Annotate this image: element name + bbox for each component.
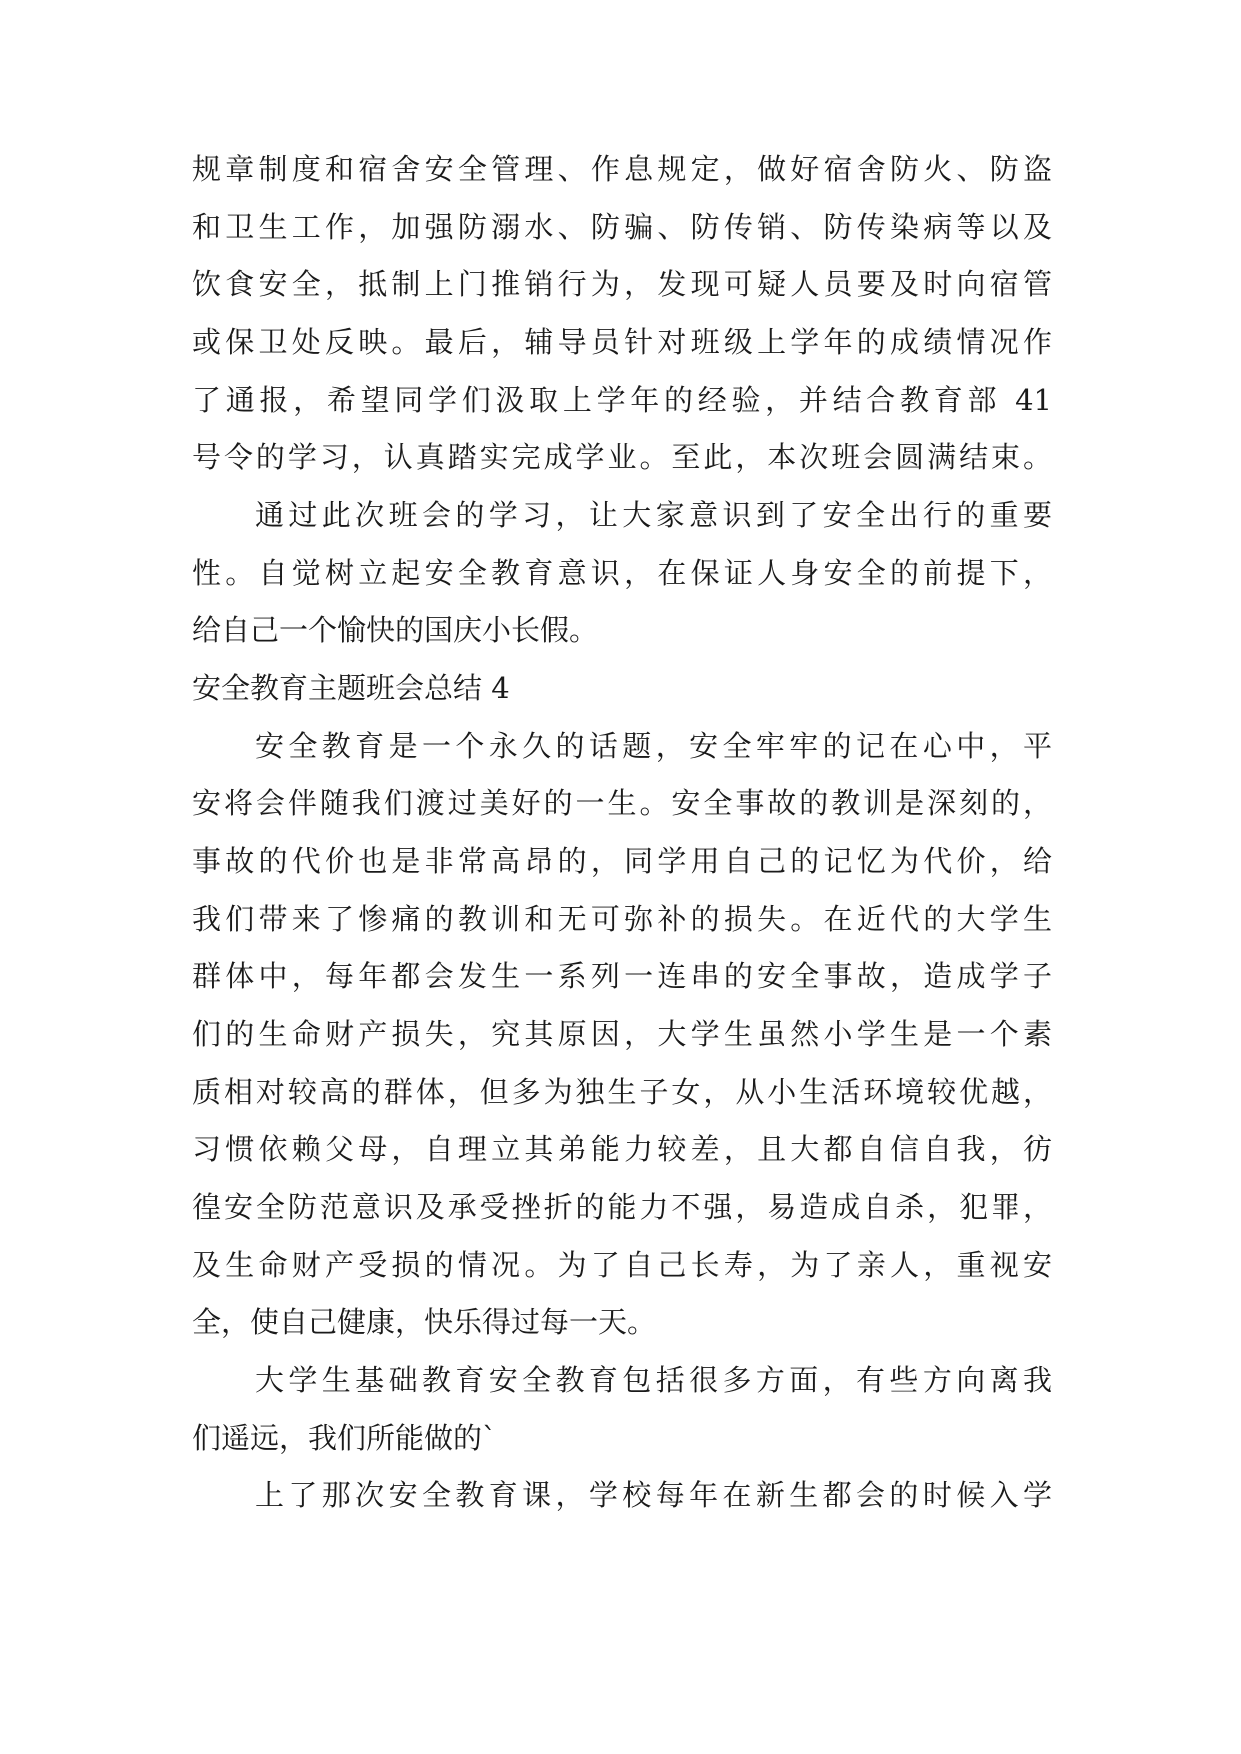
body-text-line: 及生命财产受损的情况。为了自己长寿，为了亲人，重视安 [192,1248,1052,1282]
body-text-line: 或保卫处反映。最后，辅导员针对班级上学年的成绩情况作 [192,325,1052,359]
body-text-line: 性。自觉树立起安全教育意识，在保证人身安全的前提下， [192,556,1052,590]
body-text-line: 全，使自己健康，快乐得过每一天。 [192,1305,657,1339]
body-text-line: 事故的代价也是非常高昂的，同学用自己的记忆为代价，给 [192,844,1052,878]
paragraph-first-line: 安全教育是一个永久的话题，安全牢牢的记在心中，平 [255,729,1052,763]
body-text-line: 徨安全防范意识及承受挫折的能力不强，易造成自杀，犯罪， [192,1190,1052,1224]
body-text-line: 们的生命财产损失，究其原因，大学生虽然小学生是一个素 [192,1017,1052,1051]
body-text-line: 号令的学习，认真踏实完成学业。至此，本次班会圆满结束。 [192,440,1052,474]
paragraph-first-line: 上了那次安全教育课，学校每年在新生都会的时候入学 [255,1478,1052,1512]
body-text-line: 们遥远，我们所能做的` [192,1421,497,1455]
body-text-line: 质相对较高的群体，但多为独生子女，从小生活环境较优越， [192,1075,1052,1109]
body-text-line: 安将会伴随我们渡过美好的一生。安全事故的教训是深刻的， [192,786,1052,820]
section-heading: 安全教育主题班会总结 4 [192,671,510,705]
body-text-line: 习惯依赖父母，自理立其弟能力较差，且大都自信自我，彷 [192,1132,1052,1166]
body-text-line: 给自己一个愉快的国庆小长假。 [192,613,599,647]
body-text-line: 我们带来了惨痛的教训和无可弥补的损失。在近代的大学生 [192,902,1052,936]
body-text-line: 和卫生工作，加强防溺水、防骗、防传销、防传染病等以及 [192,210,1052,244]
paragraph-first-line: 通过此次班会的学习，让大家意识到了安全出行的重要 [255,498,1052,532]
body-text-line: 规章制度和宿舍安全管理、作息规定，做好宿舍防火、防盗 [192,152,1052,186]
body-text-line: 饮食安全，抵制上门推销行为，发现可疑人员要及时向宿管 [192,267,1052,301]
body-text-line: 了通报，希望同学们汲取上学年的经验，并结合教育部 41 [192,383,1052,417]
paragraph-first-line: 大学生基础教育安全教育包括很多方面，有些方向离我 [255,1363,1052,1397]
body-text-line: 群体中，每年都会发生一系列一连串的安全事故，造成学子 [192,959,1052,993]
